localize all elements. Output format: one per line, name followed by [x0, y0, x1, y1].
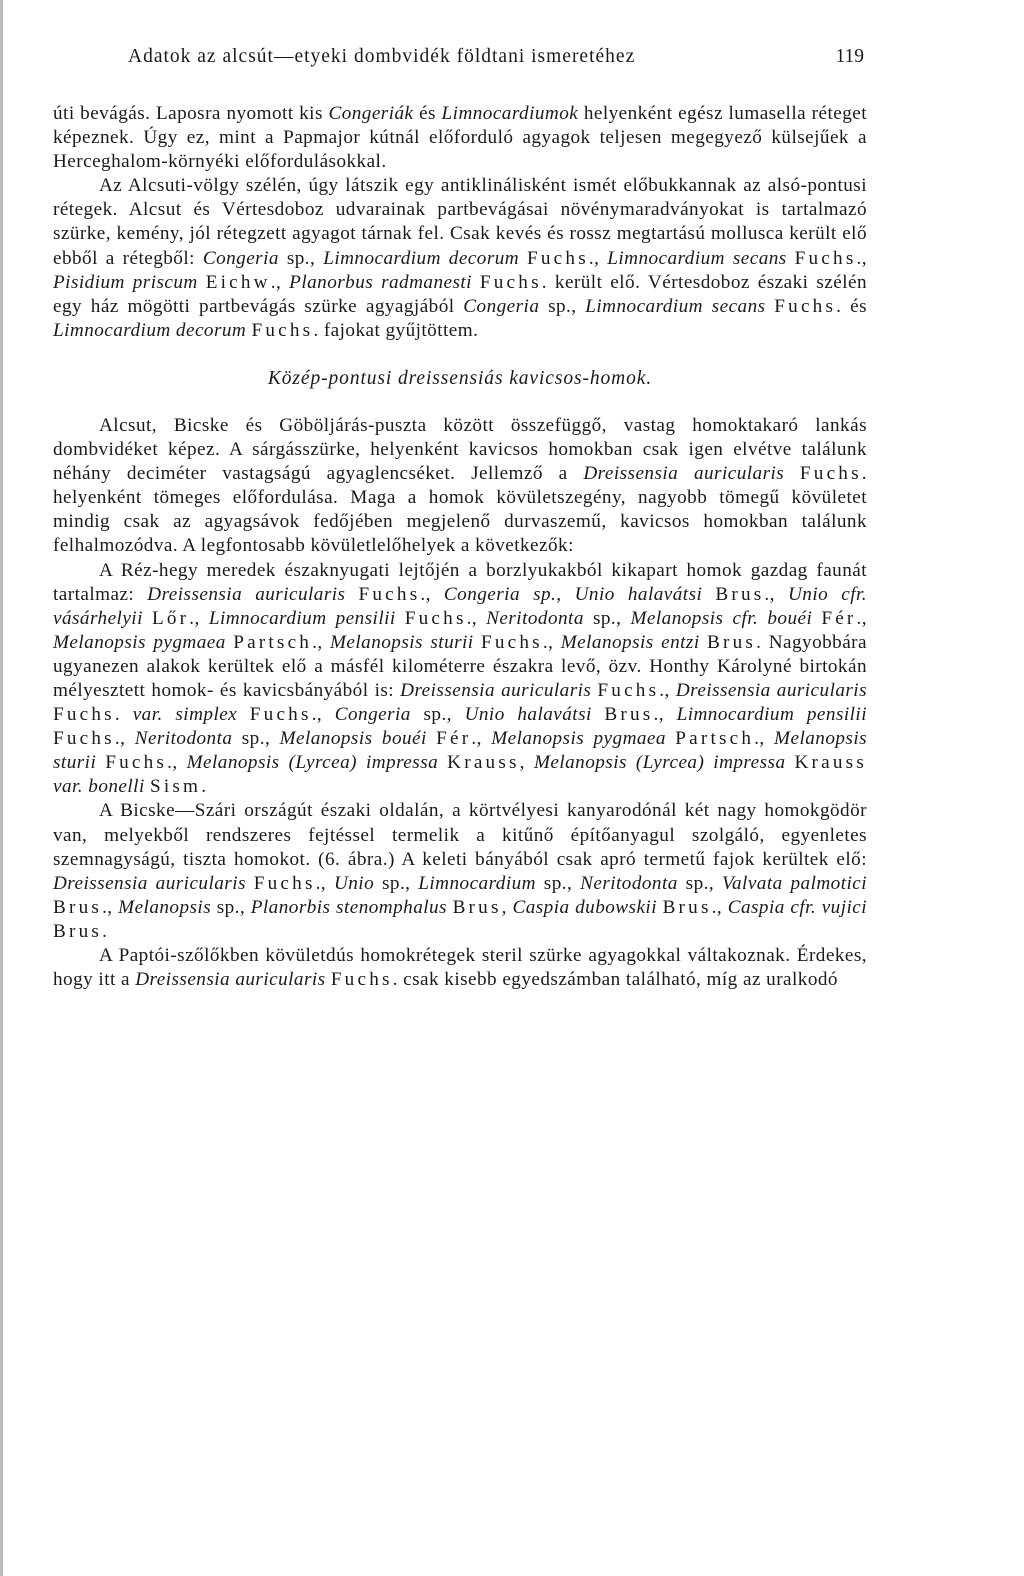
running-title: Adatok az alcsút—etyeki dombvidék földtani ismeretéhez — [128, 46, 636, 67]
paragraph: A Paptói-szőlőkben kövületdús homokrétegek steril szürke agyagokkal váltakoznak. Érdekes, hogy itt a Dreissensia auricularis Fuchs. csak kisebb egyedszámban található, míg az uralkodó — [53, 945, 867, 991]
scan-edge — [0, 0, 3, 1576]
document-page — [53, 46, 867, 992]
paragraph: Az Alcsuti-völgy szélén, úgy látszik egy antiklinálisként ismét előbukkannak az alsó-pontusi rétegek. Alcsut és Vértesdoboz udvarainak partbevágásai növénymaradványokat is tartalmazó szürke, kemény, jól rétegzett agyagot tárnak fel. Csak kevés és rossz megtartású mollusca került elő ebből a rétegből: Congeria sp., Limnocardium decorum Fuchs., Limnocardium secans Fuchs., Pisidium priscum Eichw., Planorbus radmanesti Fuchs. került elő. Vértesdoboz északi szélén egy ház mögötti partbevágás szürke agyagjából Congeria sp., Limnocardium secans Fuchs. és Limnocardium decorum Fuchs. fajokat gyűjtöttem. — [53, 175, 868, 341]
running-header — [53, 46, 867, 68]
body-text — [53, 102, 867, 992]
paragraph: A Bicske—Szári országút északi oldalán, a körtvélyesi kanyarodónál két nagy homokgödör van, melyekből rendszeres fejtéssel termelik a kitűnő építőanyagul szolgáló, egyenletes szemnagyságú, tiszta homokot. (6. ábra.) A keleti bányából csak apró termetű fajok kerültek elő: Dreissensia auricularis Fuchs., Unio sp., Limnocardium sp., Neritodonta sp., Valvata palmotici Brus., Melanopsis sp., Planorbis stenomphalus Brus, Caspia dubowskii Brus., Caspia cfr. vujici Brus. — [53, 800, 868, 942]
paragraph: A Réz-hegy meredek északnyugati lejtőjén a borzlyukakból kikapart homok gazdag faunát tartalmaz: Dreissensia auricularis Fuchs., Congeria sp., Unio halavátsi Brus., Unio cfr. vásárhelyii Lőr., Limnocardium pensilii Fuchs., Neritodonta sp., Melanopsis cfr. bouéi Fér., Melanopsis pygmaea Partsch., Melanopsis sturii Fuchs., Melanopsis entzi Brus. Nagyobbára ugyanezen alakok kerültek elő a másfél kilométerre északra levő, özv. Honthy Károlyné birtokán mélyesztett homok- és kavicsbányából is: Dreissensia auricularis Fuchs., Dreissensia auricularis Fuchs. var. simplex Fuchs., Congeria sp., Unio halavátsi Brus., Limnocardium pensilii Fuchs., Neritodonta sp., Melanopsis bouéi Fér., Melanopsis pygmaea Partsch., Melanopsis sturii Fuchs., Melanopsis (Lyrcea) impressa Krauss, Melanopsis (Lyrcea) impressa Krauss var. bonelli Sism. — [53, 559, 868, 798]
page-number: 119 — [835, 46, 864, 67]
paragraph: úti bevágás. Laposra nyomott kis Congeriák és Limnocardiumok helyenként egész lumasella réteget képeznek. Úgy ez, mint a Papmajor kútnál előforduló agyagok teljesen megegyező külsejűek a Herceghalom-környéki előfordulásokkal. — [53, 103, 867, 173]
section-heading: Közép-pontusi dreissensiás kavicsos-homok. — [267, 367, 653, 389]
paragraph: Alcsut, Bicske és Göböljárás-puszta között összefüggő, vastag homoktakaró lankás dombvidéket képez. A sárgásszürke, helyenként kavicsos homokban csak igen elvétve találunk néhány deciméter vastagságú agyaglencséket. Jellemző a Dreissensia auricularis Fuchs. helyenként tömeges előfordulása. Maga a homok kövületszegény, nagyobb tömegű kövületet mindig csak az agyagsávok fedőjében megjelenő durvaszemű, kavicsos homokban találunk felhalmozódva. A legfontosabb kövületlelőhelyek a következők: — [53, 414, 868, 557]
